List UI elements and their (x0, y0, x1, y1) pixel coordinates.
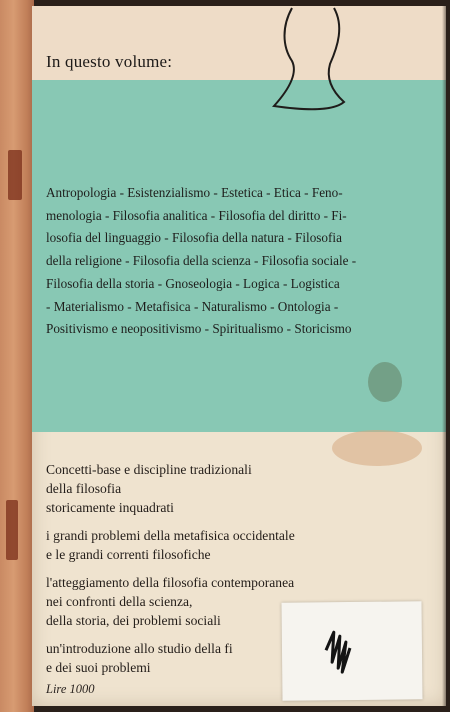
subject-line: Filosofia della storia - Gnoseologia - Logica - Logistica (46, 275, 340, 291)
subject-line: Positivismo e neopositivismo - Spiritualismo - Storicismo (46, 321, 352, 337)
description-line: i grandi problemi della metafisica occidentale (46, 528, 295, 543)
book-spine (0, 0, 34, 712)
description-line: storicamente inquadrati (46, 500, 174, 515)
spine-stain (8, 150, 22, 200)
pen-doodle (252, 6, 362, 118)
description-line: un'introduzione allo studio della fi (46, 641, 233, 656)
spine-stain (6, 500, 18, 560)
description-line: della filosofia (46, 481, 122, 496)
back-cover (32, 6, 446, 706)
subject-line: Antropologia - Esistenzialismo - Estetica - Etica - Feno- (46, 185, 343, 200)
subject-line: menologia - Filosofia analitica - Filosofia del diritto - Fi- (46, 207, 347, 223)
description-line: l'atteggiamento della filosofia contemporanea (46, 575, 295, 590)
mold-spot (368, 362, 402, 402)
subject-line: - Materialismo - Metafisica - Naturalismo - Ontologia - (46, 298, 339, 314)
price-label: Lire 1000 (46, 682, 95, 696)
doodle-stroke (274, 8, 344, 109)
description-line: Concetti-base e discipline tradizionali (46, 462, 252, 477)
cover-edge-shadow (442, 0, 450, 712)
cover-heading: In questo volume: (46, 52, 173, 71)
description-line: nei confronti della scienza, (46, 594, 193, 609)
description-block (46, 460, 426, 517)
subject-list (46, 182, 444, 341)
description-line: e dei suoi problemi (46, 660, 151, 675)
subject-line: losofia del linguaggio - Filosofia della natura - Filosofia (46, 230, 342, 246)
paper-stain (332, 430, 422, 466)
description-line: della storia, dei problemi sociali (46, 613, 221, 628)
description-line: e le grandi correnti filosofiche (46, 547, 211, 562)
subject-line: della religione - Filosofia della scienza - Filosofia sociale - (46, 253, 357, 269)
description-block (46, 526, 426, 564)
price-sticker (281, 601, 422, 700)
scribble-stroke (326, 632, 350, 672)
ink-scribble (281, 601, 422, 700)
